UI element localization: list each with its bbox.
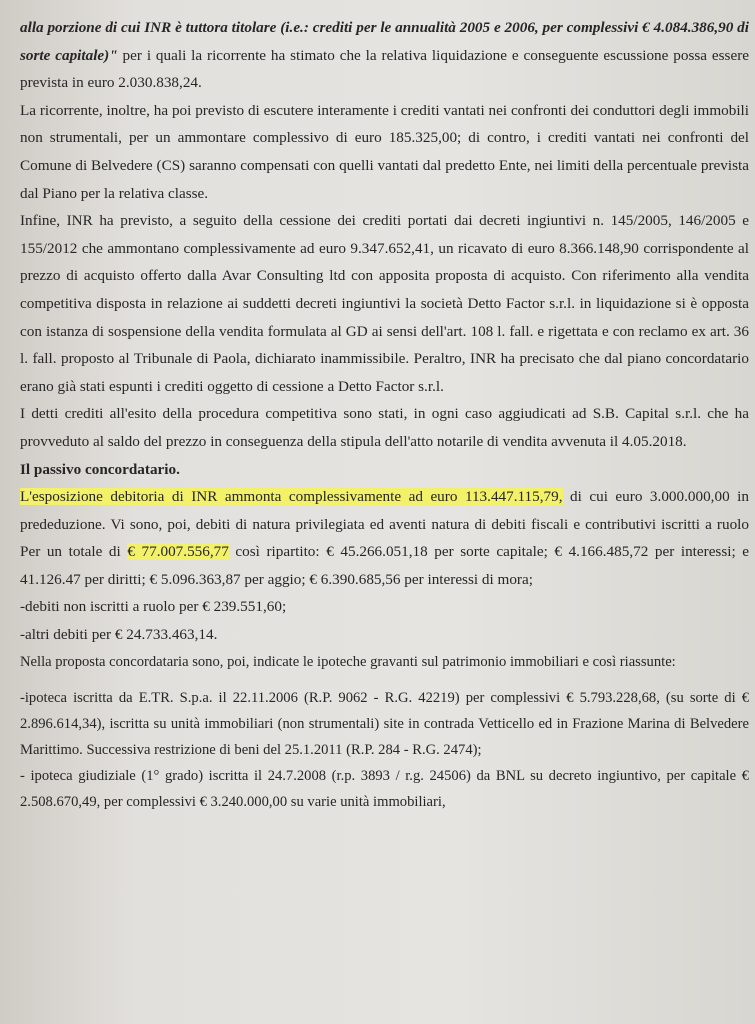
section-heading: Il passivo concordatario. [20, 460, 180, 478]
paragraph-ipoteche-intro: Nella proposta concordataria sono, poi, indicate le ipoteche gravanti sul patrimonio immobiliari e così riassunte: [20, 653, 676, 670]
paragraph-3: Infine, INR ha previsto, a seguito della cessione dei crediti portati dai decreti ingiuntivi n. 145/2005, 146/2005 e 155/2012 che ammontano complessivamente ad euro 9.347.652,41, un ricavato di euro 8.366.148,90 corrispondente al prezzo di acquisto offerto dalla Avar Consulting ltd con apposita proposta di acquisto. Con riferimento alla vendita competitiva disposta in relazione ai suddetti decreti ingiuntivi la società Detto Factor s.r.l. in liquidazione si è opposta con istanza di sospensione della vendita formulata al GD ai sensi dell'art. 108 l. fall. e rigettata e con reclamo ex art. 36 l. fall. proposto al Tribunale di Paola, dichiarato inammissibile. Peraltro, INR ha precisato che dal piano concordatario erano già stati espunti i crediti oggetto di cessione a Detto Factor s.r.l. [20, 212, 749, 395]
highlight-total-debt: L'esposizione debitoria di INR ammonta complessivamente ad euro 113.447.115,79, [20, 488, 563, 506]
spacer [20, 675, 749, 685]
paragraph-2: La ricorrente, inoltre, ha poi previsto di escutere interamente i crediti vantati nei confronti dei conduttori degli immobili non strumentali, per un ammontare complessivo di euro 185.325,00; di contro, i crediti vantati nei confronti del Comune di Belvedere (CS) saranno compensati con quelli vantati dal predetto Ente, nei limiti della percentuale prevista dal Piano per la relativa classe. [20, 101, 749, 202]
paragraph-4: I detti crediti all'esito della procedura competitiva sono stati, in ogni caso aggiudicati ad S.B. Capital s.r.l. che ha provveduto al saldo del prezzo in conseguenza della stipula dell'atto notarile di vendita avvenuta il 4.05.2018. [20, 405, 749, 450]
list-item-debiti-non-iscritti: -debiti non iscritti a ruolo per € 239.551,60; [20, 598, 287, 616]
list-item-altri-debiti: -altri debiti per € 24.733.463,14. [20, 626, 218, 644]
document-body [20, 14, 749, 815]
paragraph-1 [20, 14, 749, 97]
paragraph-5-text-a: di cui euro 3.000.000,00 in prededuzione. Vi sono, poi, debiti di natura privilegiata ed aventi natura di debiti fiscali e contributivi iscritti a ruolo Per un totale di [20, 488, 749, 561]
paragraph-5 [20, 483, 749, 593]
list-item-ipoteca-etr: -ipoteca iscritta da E.TR. S.p.a. il 22.11.2006 (R.P. 9062 - R.G. 42219) per complessivi € 5.793.228,68, (su sorte di € 2.896.614,34), iscritta su unità immobiliari (non strumentali) site in contrada Vetticello ed in Frazione Marina di Belvedere Marittimo. Successiva restrizione di beni del 25.1.2011 (R.P. 284 - R.G. 2474); [20, 689, 749, 758]
quoted-text: alla porzione di cui INR è tuttora titolare (i.e.: crediti per le annualità 2005 e 2006, per complessivi € 4.084.386,90 di sorte capitale)" [20, 19, 749, 64]
list-item-ipoteca-bnl: - ipoteca giudiziale (1° grado) iscritta il 24.7.2008 (r.p. 3893 / r.g. 24506) da BNL su decreto ingiuntivo, per capitale € 2.508.670,49, per complessivi € 3.240.000,00 su varie unità immobiliari, [20, 767, 749, 810]
paragraph-1-text: per i quali la ricorrente ha stimato che la relativa liquidazione e conseguente escussione possa essere prevista in euro 2.030.838,24. [20, 46, 749, 92]
highlight-tax-debt: € 77.007.556,77 [127, 543, 229, 561]
paragraph-5-text-b: così ripartito: € 45.266.051,18 per sorte capitale; € 4.166.485,72 per interessi; e 41.126.47 per diritti; € 5.096.363,87 per aggio; € 6.390.685,56 per interessi di mora; [20, 543, 750, 588]
